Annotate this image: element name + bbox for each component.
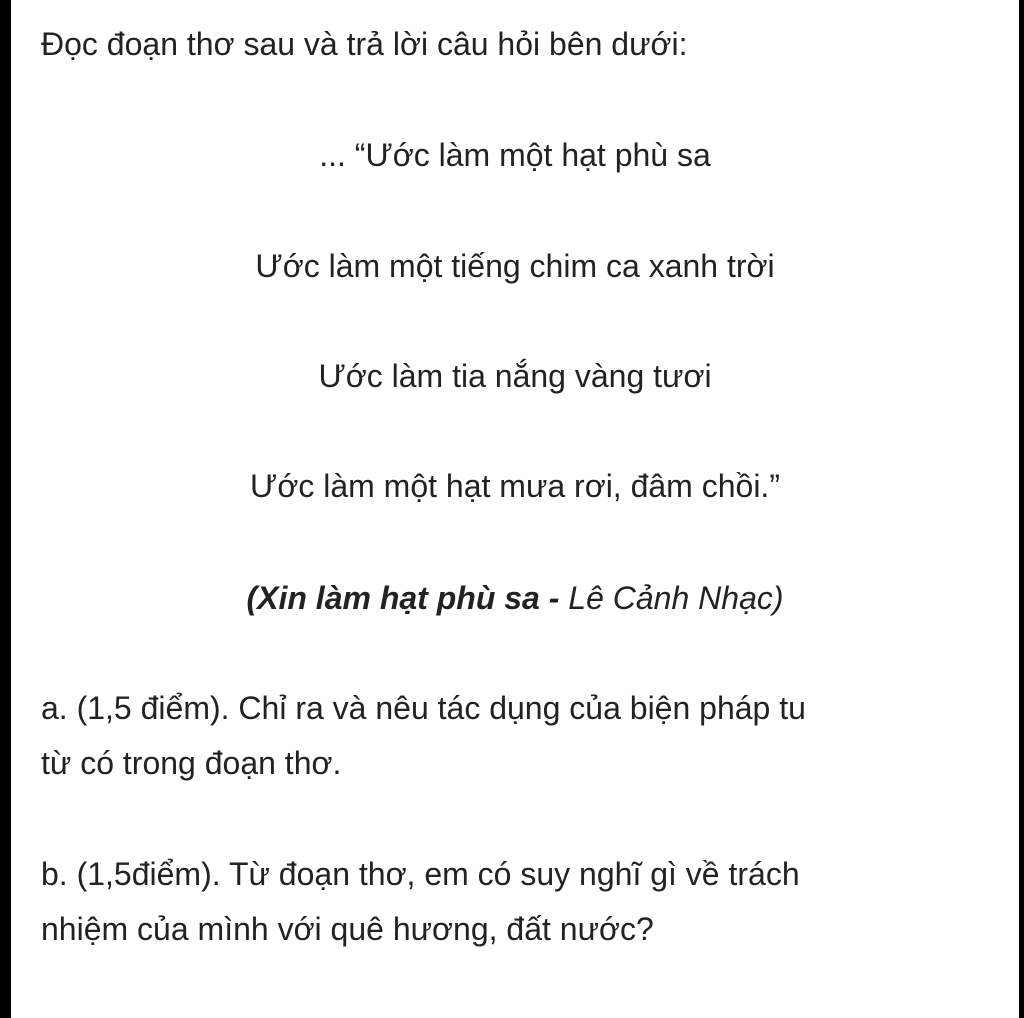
poem-source-title: (Xin làm hạt phù sa - xyxy=(246,580,569,616)
instruction-text: Đọc đoạn thơ sau và trả lời câu hỏi bên dưới: xyxy=(41,26,688,62)
question-a-line-2: từ có trong đoạn thơ. xyxy=(41,745,342,781)
question-a-line-1: a. (1,5 điểm). Chỉ ra và nêu tác dụng của biện pháp tu xyxy=(41,690,806,726)
poem-line-4: Ước làm một hạt mưa rơi, đâm chồi.” xyxy=(250,468,780,504)
poem-line-3: Ước làm tia nắng vàng tươi xyxy=(318,358,712,394)
poem-line-1: ... “Ước làm một hạt phù sa xyxy=(319,137,711,173)
poem-source xyxy=(11,579,1019,617)
document-page xyxy=(11,0,1019,1018)
question-b-line-1: b. (1,5điểm). Từ đoạn thơ, em có suy nghĩ gì về trách xyxy=(41,856,800,892)
poem-line-2: Ước làm một tiếng chim ca xanh trời xyxy=(255,248,775,284)
poem-source-author: Lê Cảnh Nhạc) xyxy=(568,580,784,616)
question-b-line-2: nhiệm của mình với quê hương, đất nước? xyxy=(41,911,654,947)
